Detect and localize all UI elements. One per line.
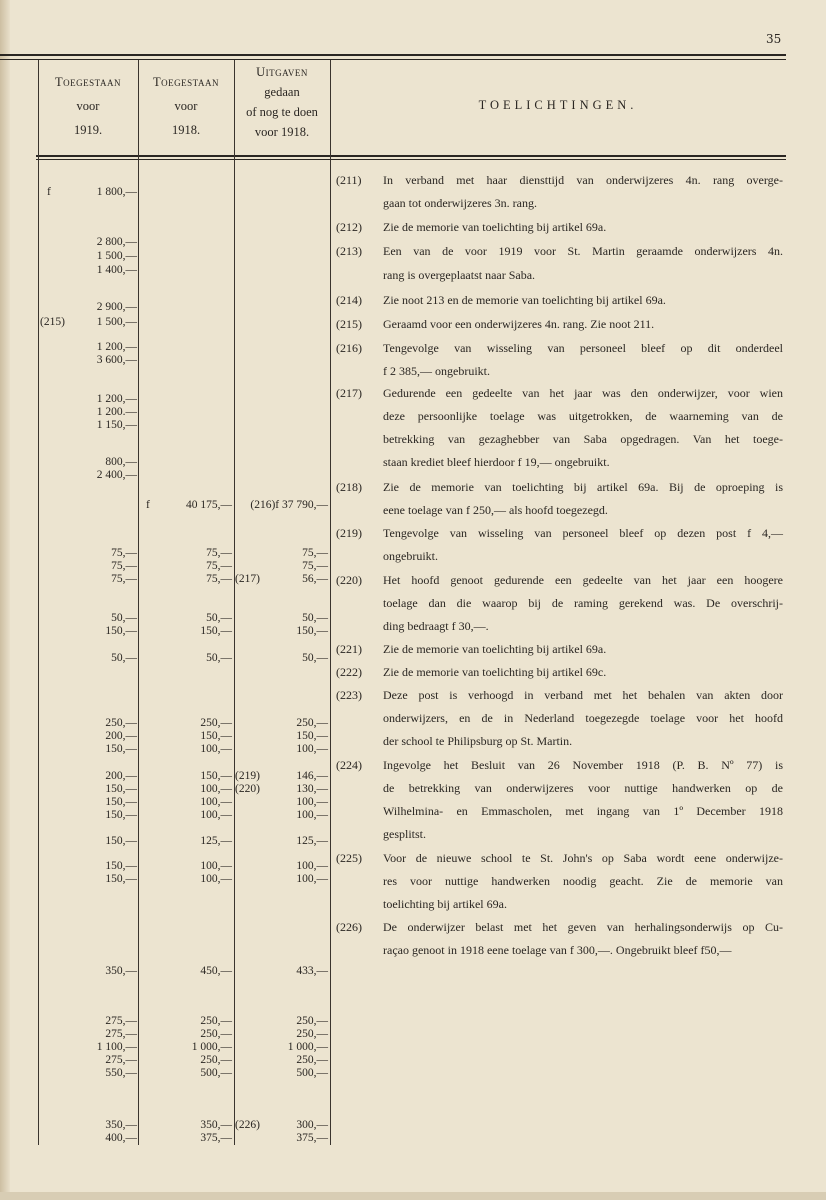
note-text-line: Zie noot 213 en de memorie van toelichting bij artikel 69a. xyxy=(383,293,666,307)
amount-1918: 75,— xyxy=(206,573,232,585)
note-reference: (226) xyxy=(235,1119,260,1131)
expenditure-1918: 146,— xyxy=(296,770,328,782)
note-text-line: eene toelage van f 250,— als hoofd toegezegd. xyxy=(383,503,608,517)
toelichtingen-heading: TOELICHTINGEN. xyxy=(478,98,638,112)
amount-1918: 150,— xyxy=(200,625,232,637)
amount-1918: 250,— xyxy=(200,1015,232,1027)
note-text-line: betrekking van gezaghebber van Saba opgedragen. Van het toege- xyxy=(383,432,783,446)
note-number: (219) xyxy=(336,526,362,540)
note-text-line: rang is overgeplaatst naar Saba. xyxy=(383,268,536,282)
amount-1919: 350,— xyxy=(105,965,137,977)
note-number: (224) xyxy=(336,758,362,772)
note-text-line: De onderwijzer belast met het geven van herhalingsonderwijs op Cu- xyxy=(383,920,783,934)
expenditure-1918: 300,— xyxy=(296,1119,328,1131)
note-text-line: gesplitst. xyxy=(383,827,427,841)
note-text-line: Een van de voor 1919 voor St. Martin geraamde onderwijzers 4n. xyxy=(383,244,783,258)
expenditure-1918: 150,— xyxy=(296,730,328,742)
header-col-2: Toegestaan voor 1918. xyxy=(153,74,219,137)
expenditure-1918: 56,— xyxy=(302,573,328,585)
note-reference: (219) xyxy=(235,770,260,782)
note-text-line: gaan tot onderwijzeres 3n. rang. xyxy=(383,196,537,210)
header-bottom-rule xyxy=(36,155,786,157)
amount-1919: 2 800,— xyxy=(96,236,137,248)
note-text-line: Geraamd voor een onderwijzeres 4n. rang. Zie noot 211. xyxy=(383,317,655,331)
expenditure-1918: 375,— xyxy=(296,1132,328,1144)
amount-1918: 500,— xyxy=(200,1067,232,1079)
amount-1918: 375,— xyxy=(200,1132,232,1144)
amount-1919: 150,— xyxy=(105,809,137,821)
amount-1919: 75,— xyxy=(111,560,137,572)
amount-1918: 100,— xyxy=(200,743,232,755)
note-text-line: raçao genoot in 1918 eene toelage van f 300,—. Ongebruikt bleef f50,— xyxy=(383,943,732,957)
expenditure-1918: 150,— xyxy=(296,625,328,637)
amount-1919: 50,— xyxy=(111,652,137,664)
note-number: (218) xyxy=(336,480,362,494)
amount-1919: 150,— xyxy=(105,873,137,885)
note-text-line: Het hoofd genoot gedurende een gedeelte van het jaar een hoogere xyxy=(383,573,783,587)
note-text-line: Deze post is verhoogd in verband met het behalen van akten door xyxy=(383,688,783,702)
amount-1918: 40 175,— xyxy=(186,499,232,511)
note-number: (217) xyxy=(336,386,362,400)
note-reference: (215) xyxy=(40,316,65,328)
amount-1919: 1 400,— xyxy=(96,264,137,276)
note-number: (216) xyxy=(336,341,362,355)
note-text-line: Gedurende een gedeelte van het jaar was den onderwijzer, voor wien xyxy=(383,386,783,400)
amount-1919: 2 400,— xyxy=(96,469,137,481)
page-number: 35 xyxy=(766,32,782,46)
note-number: (220) xyxy=(336,573,362,587)
note-number: (214) xyxy=(336,293,362,307)
amount-1919: 150,— xyxy=(105,625,137,637)
note-text-line: toelage dan die waarop bij de raming gerekend was. De overschrij- xyxy=(383,596,783,610)
amount-1918: 75,— xyxy=(206,560,232,572)
note-text-line: Zie de memorie van toelichting bij artikel 69c. xyxy=(383,665,607,679)
note-text-line: ding bedraagt f 30,—. xyxy=(383,619,489,633)
amount-1919: 3 600,— xyxy=(96,354,137,366)
note-text-line: Tengevolge van wisseling van personeel bleef op dit onderdeel xyxy=(383,341,783,355)
note-number: (211) xyxy=(336,173,362,187)
top-rule-thin xyxy=(0,59,786,60)
col-rule-3 xyxy=(330,60,331,1145)
expenditure-1918: 100,— xyxy=(296,873,328,885)
expenditure-1918: 250,— xyxy=(296,1028,328,1040)
expenditure-1918: 1 000,— xyxy=(287,1041,328,1053)
amount-1919: 75,— xyxy=(111,547,137,559)
note-text-line: res voor nuttige handwerken noodig geacht. Zie de memorie van xyxy=(383,874,783,888)
header-col-3: Uitgaven gedaan of nog te doen voor 1918. xyxy=(246,64,318,139)
note-text-line: onderwijzers, en de in Nederland toegezegde toelage voor het hoofd xyxy=(383,711,783,725)
amount-1919: 800,— xyxy=(105,456,137,468)
note-number: (213) xyxy=(336,244,362,258)
amount-1919: 150,— xyxy=(105,743,137,755)
amount-1918: 50,— xyxy=(206,612,232,624)
note-reference: (217) xyxy=(235,573,260,585)
note-number: (212) xyxy=(336,220,362,234)
amount-1919: 1 100,— xyxy=(96,1041,137,1053)
amount-1919: 1 200,— xyxy=(96,341,137,353)
currency-symbol: f xyxy=(146,499,150,511)
note-text-line: In verband met haar diensttijd van onderwijzeres 4n. rang overge- xyxy=(383,173,783,187)
note-number: (223) xyxy=(336,688,362,702)
note-text-line: toelichting bij artikel 69a. xyxy=(383,897,507,911)
expenditure-1918: 50,— xyxy=(302,612,328,624)
note-text-line: Zie de memorie van toelichting bij artikel 69a. xyxy=(383,220,607,234)
amount-1919: 150,— xyxy=(105,796,137,808)
amount-1918: 100,— xyxy=(200,860,232,872)
amount-1919: 50,— xyxy=(111,612,137,624)
amount-1918: 75,— xyxy=(206,547,232,559)
note-reference: (220) xyxy=(235,783,260,795)
top-rule xyxy=(0,54,786,56)
amount-1919: 275,— xyxy=(105,1054,137,1066)
expenditure-1918: 250,— xyxy=(296,717,328,729)
note-text-line: staan krediet bleef hierdoor f 19,— ongebruikt. xyxy=(383,455,610,469)
note-text-line: f 2 385,— ongebruikt. xyxy=(383,364,490,378)
amount-1919: 1 500,— xyxy=(96,316,137,328)
expenditure-1918: 433,— xyxy=(296,965,328,977)
col-rule-left xyxy=(38,60,39,1145)
note-text-line: der school te Philipsburg op St. Martin. xyxy=(383,734,573,748)
amount-1919: 250,— xyxy=(105,717,137,729)
note-text-line: Wilhelmina- en Emmascholen, met ingang van 1º December 1918 xyxy=(383,804,783,818)
currency-symbol: f xyxy=(47,186,51,198)
expenditure-1918: 130,— xyxy=(296,783,328,795)
note-text-line: deze persoonlijke toelage was uitgetrokken, de waarneming van de xyxy=(383,409,783,423)
amount-1918: 350,— xyxy=(200,1119,232,1131)
note-text-line: de betrekking van onderwijzeres voor nuttige handwerken op de xyxy=(383,781,783,795)
header-bottom-rule-thin xyxy=(36,159,786,160)
note-text-line: Voor de nieuwe school te St. John's op Saba wordt eene onderwijze- xyxy=(383,851,783,865)
amount-1919: 2 900,— xyxy=(96,301,137,313)
amount-1919: 350,— xyxy=(105,1119,137,1131)
amount-1919: 275,— xyxy=(105,1028,137,1040)
amount-1918: 100,— xyxy=(200,783,232,795)
note-text-line: Ingevolge het Besluit van 26 November 1918 (P. B. Nº 77) is xyxy=(383,758,783,772)
amount-1918: 125,— xyxy=(200,835,232,847)
amount-1919: 275,— xyxy=(105,1015,137,1027)
amount-1918: 250,— xyxy=(200,1054,232,1066)
amount-1918: 100,— xyxy=(200,873,232,885)
amount-1919: 400,— xyxy=(105,1132,137,1144)
amount-1918: 250,— xyxy=(200,1028,232,1040)
amount-1918: 150,— xyxy=(200,730,232,742)
amount-1919: 150,— xyxy=(105,783,137,795)
expenditure-1918: 250,— xyxy=(296,1054,328,1066)
amount-1919: 550,— xyxy=(105,1067,137,1079)
expenditure-1918: 100,— xyxy=(296,743,328,755)
page-bottom-edge xyxy=(0,1192,826,1200)
amount-1919: 150,— xyxy=(105,835,137,847)
amount-1919: 75,— xyxy=(111,573,137,585)
expenditure-1918: 100,— xyxy=(296,796,328,808)
amount-1918: 1 000,— xyxy=(191,1041,232,1053)
expenditure-1918: 250,— xyxy=(296,1015,328,1027)
amount-1919: 1 500,— xyxy=(96,250,137,262)
note-text-line: ongebruikt. xyxy=(383,549,438,563)
amount-1919: 1 200.— xyxy=(96,406,137,418)
amount-1918: 100,— xyxy=(200,796,232,808)
amount-1919: 200,— xyxy=(105,770,137,782)
page-binding-edge xyxy=(0,0,10,1200)
expenditure-1918: 75,— xyxy=(302,547,328,559)
amount-1919: 1 200,— xyxy=(96,393,137,405)
amount-1918: 100,— xyxy=(200,809,232,821)
col-rule-1 xyxy=(138,60,139,1145)
amount-1918: 250,— xyxy=(200,717,232,729)
expenditure-1918: 125,— xyxy=(296,835,328,847)
note-number: (222) xyxy=(336,665,362,679)
note-text-line: Zie de memorie van toelichting bij artikel 69a. xyxy=(383,642,607,656)
header-col-1: Toegestaan voor 1919. xyxy=(55,74,121,137)
note-text-line: Zie de memorie van toelichting bij artikel 69a. Bij de oproeping is xyxy=(383,480,783,494)
note-text-line: Tengevolge van wisseling van personeel bleef op dezen post f 4,— xyxy=(383,526,783,540)
note-number: (221) xyxy=(336,642,362,656)
expenditure-1918: 100,— xyxy=(296,809,328,821)
amount-1918: 450,— xyxy=(200,965,232,977)
expenditure-1918: 75,— xyxy=(302,560,328,572)
expenditure-1918: (216)f 37 790,— xyxy=(250,499,328,511)
expenditure-1918: 100,— xyxy=(296,860,328,872)
amount-1919: 150,— xyxy=(105,860,137,872)
amount-1919: 200,— xyxy=(105,730,137,742)
note-number: (215) xyxy=(336,317,362,331)
amount-1919: 1 150,— xyxy=(96,419,137,431)
note-number: (226) xyxy=(336,920,362,934)
note-number: (225) xyxy=(336,851,362,865)
expenditure-1918: 50,— xyxy=(302,652,328,664)
expenditure-1918: 500,— xyxy=(296,1067,328,1079)
col-rule-2 xyxy=(234,60,235,1145)
amount-1919: 1 800,— xyxy=(96,186,137,198)
amount-1918: 50,— xyxy=(206,652,232,664)
amount-1918: 150,— xyxy=(200,770,232,782)
